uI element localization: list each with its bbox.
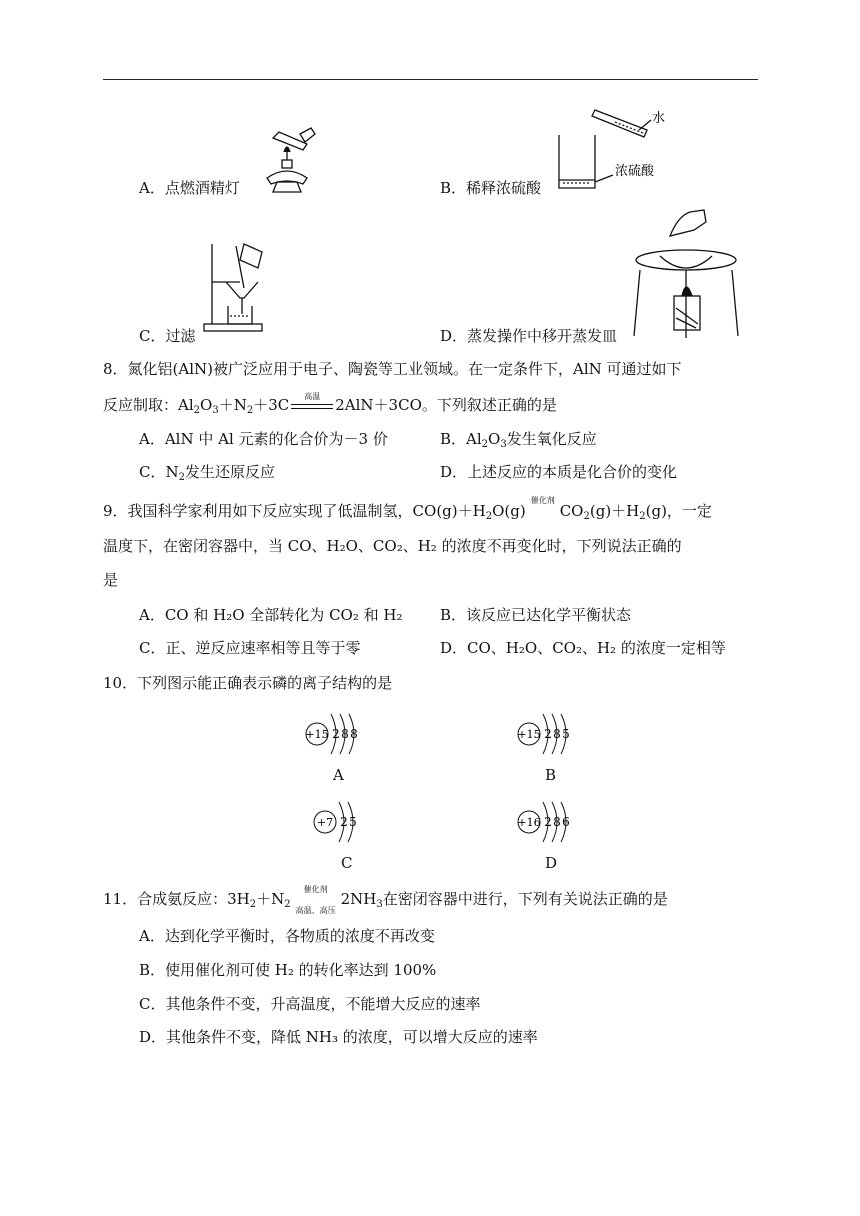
- q8-option-d: D．上述反应的本质是化合价的变化: [440, 463, 678, 481]
- ion-diagram-b: [517, 710, 597, 758]
- q7-option-d: D．蒸发操作中移开蒸发皿: [440, 327, 618, 345]
- q8-equation: 反应制取：$Al_2O_3+N_2+3C$ 高温 2AlN＋3CO。下列叙述正确的是: [103, 392, 557, 416]
- electron-count: 2: [544, 727, 552, 741]
- evaporation-figure: [630, 208, 745, 338]
- nucleus-charge: +7: [316, 816, 334, 829]
- q11-option-c: C．其他条件不变，升高温度，不能增大反应的速率: [139, 995, 481, 1013]
- q8-option-a: A．AlN 中 Al 元素的化合价为－3 价: [139, 430, 388, 448]
- dilute-acid-figure: [555, 100, 675, 195]
- electron-count: 2: [544, 815, 552, 829]
- q11-option-b: B．使用催化剂可使 H₂ 的转化率达到 100%: [139, 961, 437, 979]
- q9-option-b: B．该反应已达化学平衡状态: [440, 606, 632, 624]
- water-label: 水: [652, 111, 666, 126]
- ion-diagram-c: [313, 798, 393, 846]
- nucleus-charge: +15: [517, 728, 541, 741]
- q7-option-c: C．过滤: [139, 327, 196, 345]
- ion-diagram-label: D: [545, 854, 558, 872]
- nucleus-charge: +15: [305, 728, 329, 741]
- q8-option-b: B．$Al_2O_3$发生氧化反应: [440, 430, 597, 450]
- nucleus-charge: +16: [517, 816, 541, 829]
- alcohol-lamp-figure: [255, 120, 325, 195]
- top-rule: [103, 79, 758, 80]
- ion-diagram-a: [305, 710, 385, 758]
- ammonia-condition: 催化剂 高温、高压: [295, 885, 336, 915]
- ion-diagram-d: [517, 798, 597, 846]
- q10-stem: 10．下列图示能正确表示磷的离子结构的是: [103, 674, 393, 692]
- electron-count: 5: [349, 815, 357, 829]
- ion-diagram-label: B: [545, 766, 557, 784]
- filtration-figure: [200, 236, 270, 336]
- q9-option-a: A．CO 和 H₂O 全部转化为 CO₂ 和 H₂: [139, 606, 403, 624]
- electron-count: 6: [562, 815, 570, 829]
- q9-stem-line2: 温度下，在密闭容器中，当 CO、H₂O、CO₂、H₂ 的浓度不再变化时，下列说法正确的: [103, 537, 682, 555]
- electron-count: 5: [562, 727, 570, 741]
- catalyst-condition: 催化剂: [530, 496, 555, 505]
- q11-option-d: D．其他条件不变，降低 NH₃ 的浓度，可以增大反应的速率: [139, 1028, 538, 1046]
- q11-stem: 11．合成氨反应：$3H_2+N_2$ 催化剂 高温、高压 $2NH_3$在密闭容器中进行，下列有关说法正确的是: [103, 885, 668, 915]
- q9-stem-line1: 9．我国科学家利用如下反应实现了低温制氢，$CO(g)+H_2O(g)$ 催化剂 $CO_2(g)+H_2(g)$，一定: [103, 496, 712, 522]
- q9-stem-line3: 是: [103, 571, 119, 589]
- electron-count: 8: [350, 727, 358, 741]
- q7-option-b: B．稀释浓硫酸: [440, 179, 542, 197]
- q11-option-a: A．达到化学平衡时，各物质的浓度不再改变: [139, 927, 435, 945]
- ion-diagram-label: A: [333, 766, 344, 784]
- electron-count: 2: [340, 815, 348, 829]
- q7-option-a: A．点燃酒精灯: [139, 179, 240, 197]
- electron-count: 2: [332, 727, 340, 741]
- electron-count: 8: [341, 727, 349, 741]
- q9-option-c: C．正、逆反应速率相等且等于零: [139, 639, 361, 657]
- q8-option-c: C．$N_2$发生还原反应: [139, 463, 275, 483]
- electron-count: 8: [553, 727, 561, 741]
- q9-option-d: D．CO、H₂O、CO₂、H₂ 的浓度一定相等: [440, 639, 726, 657]
- electron-count: 8: [553, 815, 561, 829]
- high-temp-condition: 高温: [291, 403, 333, 409]
- acid-label: 浓硫酸: [615, 164, 655, 179]
- q8-stem-line1: 8．氮化铝(AlN)被广泛应用于电子、陶瓷等工业领域。在一定条件下，AlN 可通过如下: [103, 360, 682, 378]
- ion-diagram-label: C: [341, 854, 353, 872]
